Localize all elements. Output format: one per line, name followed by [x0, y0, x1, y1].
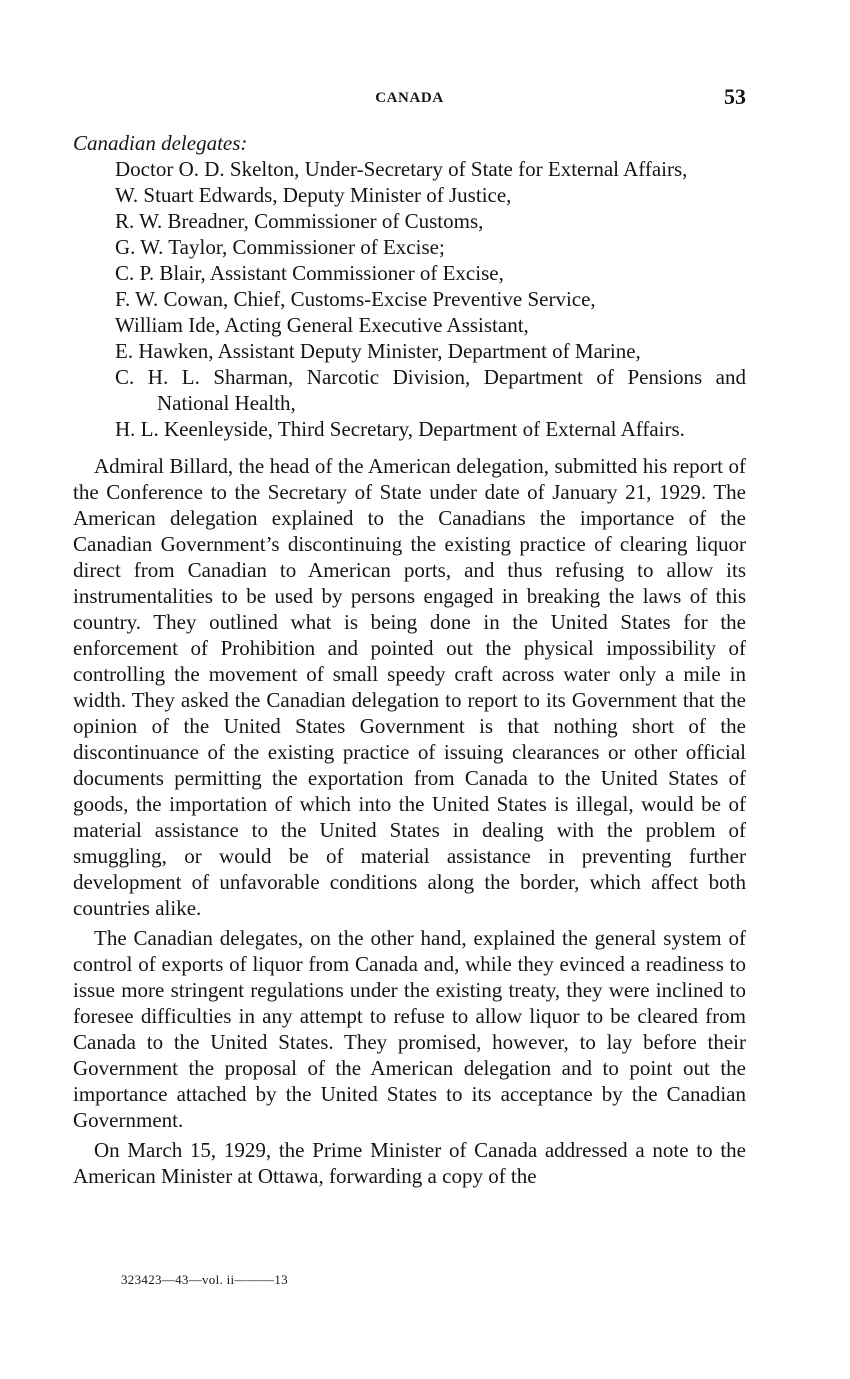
page-body — [73, 130, 746, 1189]
delegate-entry: G. W. Taylor, Commissioner of Excise; — [115, 235, 445, 259]
body-paragraph: Admiral Billard, the head of the American delegation, submitted his report of the Conference to the Secretary of State under date of January 21, 1929. The American delegation explained to the Canadians the importance of the Canadian Government’s discontinuing the existing practice of clearing liquor direct from Canadian to American ports, and thus refusing to allow its instrumentalities to be used by persons engaged in breaking the laws of this country. They outlined what is being done in the United States for the enforcement of Prohibition and pointed out the physical impossibility of controlling the movement of small speedy craft across water only a mile in width. They asked the Canadian delegation to report to its Government that the opinion of the United States Government is that nothing short of the discontinuance of the existing practice of issuing clearances or other official documents permitting the exportation from Canada to the United States of goods, the importation of which into the United States is illegal, would be of material assistance to the United States in dealing with the problem of smuggling, or would be of material assistance in preventing further development of unfavorable conditions along the border, which affect both countries alike. — [73, 454, 746, 920]
delegate-entry: C. H. L. Sharman, Narcotic Division, Department of Pensions and National Health, — [115, 365, 746, 415]
delegate-entry: William Ide, Acting General Executive Assistant, — [115, 313, 529, 337]
page-number: 53 — [724, 84, 746, 109]
delegate-entry: R. W. Breadner, Commissioner of Customs, — [115, 209, 484, 233]
page-header — [73, 84, 746, 114]
running-head: CANADA — [375, 90, 444, 106]
body-paragraph: The Canadian delegates, on the other hand, explained the general system of control of exports of liquor from Canada and, while they evinced a readiness to issue more stringent regulations under the existing treaty, they were inclined to foresee difficulties in any attempt to refuse to allow liquor to be cleared from Canada to the United States. They promised, however, to lay before their Government the proposal of the American delegation and to point out the importance attached by the United States to its acceptance by the Canadian Government. — [73, 926, 746, 1132]
delegate-entry: H. L. Keenleyside, Third Secretary, Department of External Affairs. — [115, 417, 685, 441]
delegate-entry: E. Hawken, Assistant Deputy Minister, Department of Marine, — [115, 339, 641, 363]
printer-signature: 323423—43—vol. ii———13 — [121, 1272, 288, 1287]
delegate-entry: W. Stuart Edwards, Deputy Minister of Justice, — [115, 183, 512, 207]
section-heading-canadian-delegates: Canadian delegates: — [73, 131, 248, 155]
body-paragraph: On March 15, 1929, the Prime Minister of Canada addressed a note to the American Minister at Ottawa, forwarding a copy of the — [73, 1138, 746, 1188]
delegate-entry: F. W. Cowan, Chief, Customs-Excise Preventive Service, — [115, 287, 596, 311]
delegate-entry: C. P. Blair, Assistant Commissioner of Excise, — [115, 261, 504, 285]
delegate-list — [115, 156, 746, 442]
delegate-entry: Doctor O. D. Skelton, Under-Secretary of State for External Affairs, — [115, 157, 688, 181]
